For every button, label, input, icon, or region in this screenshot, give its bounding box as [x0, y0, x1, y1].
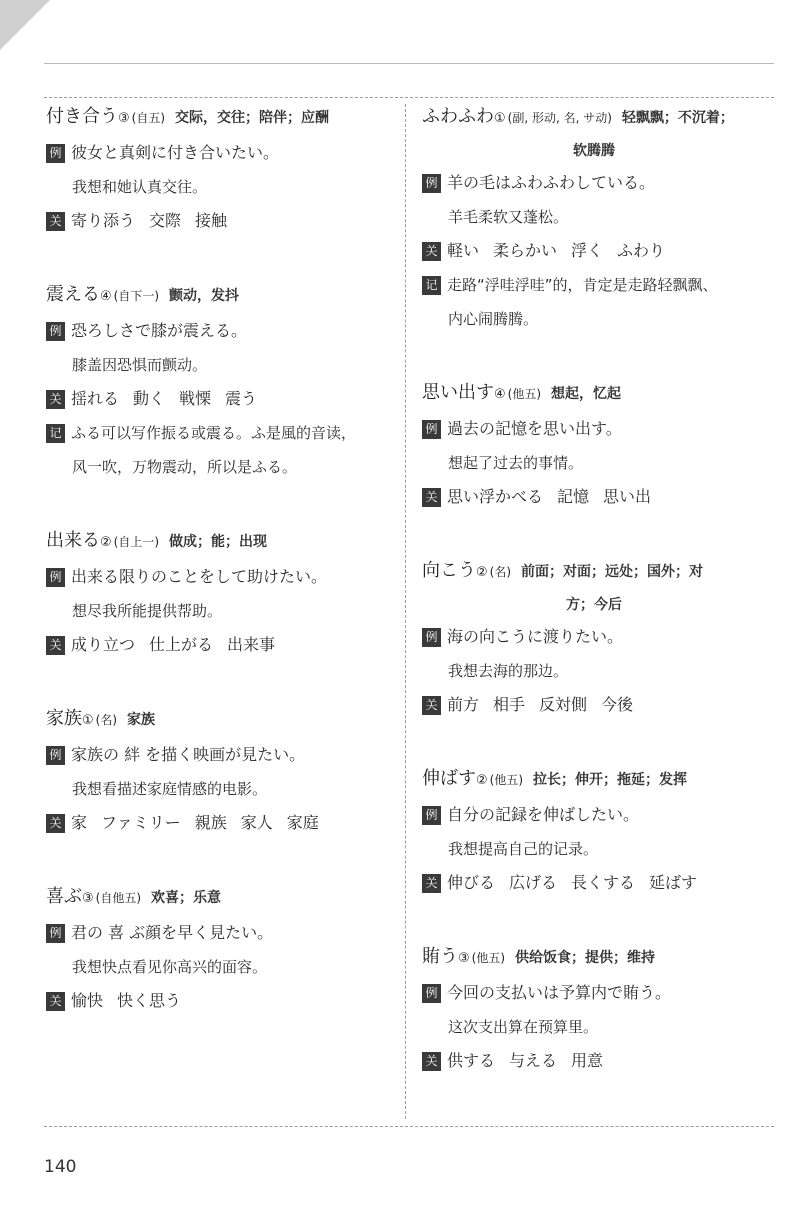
accent-mark: ③	[82, 891, 94, 906]
note-continuation: 风一吹，万物震动，所以是ふる。	[72, 458, 298, 476]
related-badge: 关	[46, 992, 65, 1011]
related-badge: 关	[422, 1052, 441, 1071]
related-line	[422, 234, 766, 268]
related-line	[46, 382, 396, 416]
related-badge: 关	[422, 874, 441, 893]
related-word: 仕上がる	[149, 635, 214, 654]
related-word: 寄り添う	[71, 211, 136, 230]
entry-head	[46, 880, 396, 916]
entry-omoidasu	[422, 376, 766, 514]
related-badge: 关	[46, 636, 65, 655]
related-word: 今後	[601, 695, 634, 714]
example-translation: 想尽我所能提供帮助。	[72, 602, 223, 620]
example-translation: 这次支出算在预算里。	[448, 1018, 599, 1036]
headword: 喜ぶ	[46, 886, 82, 907]
left-column	[46, 100, 396, 1058]
example-line	[422, 166, 766, 200]
example-sentence: 恐ろしさで膝が震える。	[71, 321, 248, 340]
footer-dashed-rule	[44, 1126, 774, 1127]
meaning: 欢喜；乐意	[151, 890, 222, 906]
note-text: ふる可以写作振る或震る。ふ是風的音读，	[71, 424, 357, 442]
headword: 思い出す	[422, 382, 494, 403]
example-sentence: 海の向こうに渡りたい。	[447, 627, 624, 646]
example-line	[46, 916, 396, 950]
meaning: 供给饭食；提供；维持	[515, 950, 656, 966]
example-translation: 膝盖因恐惧而颤动。	[72, 356, 208, 374]
meaning: 前面；对面；远处；国外；对	[521, 564, 704, 580]
entry-head	[46, 278, 396, 314]
accent-mark: ④	[100, 289, 112, 304]
note-line	[422, 268, 766, 302]
related-word: ファミリー	[101, 813, 181, 832]
entry-head	[422, 940, 766, 976]
meaning: 轻飘飘；不沉着；	[621, 110, 734, 126]
related-word: 交際	[149, 211, 182, 230]
entry-head	[46, 524, 396, 560]
entry-dekiru	[46, 524, 396, 662]
entry-head	[46, 100, 396, 136]
top-rule	[44, 63, 774, 64]
note-text: 走路“浮哇浮哇”的，肯定是走路轻飘飘、	[447, 276, 718, 294]
example-line	[46, 136, 396, 170]
example-line	[46, 560, 396, 594]
example-translation: 我想快点看见你高兴的面容。	[72, 958, 268, 976]
related-word: 家庭	[286, 813, 319, 832]
related-word: 成り立つ	[71, 635, 136, 654]
entry-head	[422, 554, 766, 590]
part-of-speech: (他五)	[507, 387, 542, 401]
related-word: 家人	[240, 813, 273, 832]
related-word: 供する	[447, 1051, 496, 1070]
example-sentence: 彼女と真剣に付き合いたい。	[71, 143, 280, 162]
related-word: 反対側	[539, 695, 588, 714]
note-badge: 记	[46, 424, 65, 443]
entry-fuwafuwa	[422, 100, 766, 336]
meaning: 颤动，发抖	[169, 288, 240, 304]
related-badge: 关	[46, 390, 65, 409]
related-word: 動く	[133, 389, 166, 408]
headword: ふわふわ	[422, 106, 494, 127]
related-word: 前方	[447, 695, 480, 714]
meaning: 做成；能；出现	[169, 534, 268, 550]
example-translation: 我想去海的那边。	[448, 662, 569, 680]
example-badge: 例	[46, 322, 65, 341]
accent-mark: ④	[494, 387, 506, 402]
headword: 震える	[46, 284, 100, 305]
example-sentence: 家族の 絆 を描く映画が見たい。	[71, 745, 306, 764]
example-line	[46, 738, 396, 772]
example-badge: 例	[46, 924, 65, 943]
example-translation: 羊毛柔软又蓬松。	[448, 208, 569, 226]
entry-head	[46, 702, 396, 738]
related-line	[422, 688, 766, 722]
related-word: 軽い	[447, 241, 480, 260]
example-translation: 我想看描述家庭情感的电影。	[72, 780, 268, 798]
entry-yorokobu	[46, 880, 396, 1018]
meaning: 想起，忆起	[551, 386, 622, 402]
related-word: 記憶	[557, 487, 590, 506]
example-badge: 例	[422, 420, 441, 439]
accent-mark: ①	[82, 713, 94, 728]
meaning-continuation: 方；今后	[566, 597, 622, 613]
entry-furueru	[46, 278, 396, 484]
example-sentence: 君の 喜 ぶ顔を早く見たい。	[71, 923, 274, 942]
entry-makanau	[422, 940, 766, 1078]
note-continuation: 内心闹腾腾。	[448, 310, 539, 328]
related-word: 揺れる	[71, 389, 120, 408]
related-word: 家	[71, 813, 88, 832]
related-word: 親族	[194, 813, 227, 832]
example-badge: 例	[422, 628, 441, 647]
headword: 賄う	[422, 946, 458, 967]
related-word: 思い出	[603, 487, 652, 506]
headword: 向こう	[422, 560, 476, 581]
related-line	[46, 984, 396, 1018]
related-word: 震う	[225, 389, 258, 408]
entry-kazoku	[46, 702, 396, 840]
related-word: 用意	[571, 1051, 604, 1070]
related-badge: 关	[422, 696, 441, 715]
entry-head	[422, 762, 766, 798]
entry-head	[422, 100, 766, 136]
meaning-continuation: 软腾腾	[573, 143, 615, 159]
related-word: 柔らかい	[493, 241, 558, 260]
accent-mark: ②	[476, 565, 488, 580]
column-divider	[405, 104, 406, 1119]
example-sentence: 自分の記録を伸ばしたい。	[447, 805, 640, 824]
part-of-speech: (名)	[489, 565, 512, 579]
example-badge: 例	[46, 568, 65, 587]
part-of-speech: (自下一)	[113, 289, 160, 303]
page-number: 140	[44, 1157, 77, 1177]
related-word: 快く思う	[117, 991, 182, 1010]
example-badge: 例	[422, 984, 441, 1003]
example-translation: 想起了过去的事情。	[448, 454, 584, 472]
related-line	[422, 480, 766, 514]
meaning: 交际，交往；陪伴；应酬	[175, 110, 330, 126]
related-word: 伸びる	[447, 873, 496, 892]
part-of-speech: (他五)	[471, 951, 506, 965]
note-line	[46, 416, 396, 450]
related-line	[46, 628, 396, 662]
entry-mukou	[422, 554, 766, 722]
related-word: ふわり	[617, 241, 666, 260]
part-of-speech: (名)	[95, 713, 118, 727]
example-translation: 我想提高自己的记录。	[448, 840, 599, 858]
related-word: 戦慄	[179, 389, 212, 408]
entry-tsukiau	[46, 100, 396, 238]
example-line	[46, 314, 396, 348]
related-word: 浮く	[571, 241, 604, 260]
example-translation: 我想和她认真交往。	[72, 178, 208, 196]
related-line	[46, 204, 396, 238]
headword: 出来る	[46, 530, 100, 551]
related-line	[422, 1044, 766, 1078]
accent-mark: ③	[118, 111, 130, 126]
example-sentence: 今回の支払いは予算内で賄う。	[447, 983, 672, 1002]
part-of-speech: (副, 形动, 名, サ动)	[507, 111, 612, 125]
accent-mark: ①	[494, 111, 506, 126]
accent-mark: ③	[458, 951, 470, 966]
related-word: 広げる	[509, 873, 558, 892]
related-word: 延ばす	[649, 873, 698, 892]
part-of-speech: (自上一)	[113, 535, 160, 549]
example-line	[422, 412, 766, 446]
note-badge: 记	[422, 276, 441, 295]
example-badge: 例	[422, 806, 441, 825]
headword: 付き合う	[46, 106, 118, 127]
part-of-speech: (他五)	[489, 773, 524, 787]
meaning: 家族	[127, 712, 156, 728]
example-badge: 例	[46, 144, 65, 163]
right-column	[422, 100, 766, 1118]
headword: 家族	[46, 708, 82, 729]
example-sentence: 過去の記憶を思い出す。	[447, 419, 622, 438]
related-line	[46, 806, 396, 840]
related-word: 相手	[493, 695, 526, 714]
related-badge: 关	[422, 488, 441, 507]
related-word: 愉快	[71, 991, 104, 1010]
corner-mark	[0, 0, 50, 50]
headword: 伸ばす	[422, 768, 476, 789]
related-badge: 关	[46, 212, 65, 231]
part-of-speech: (自五)	[131, 111, 166, 125]
entry-nobasu	[422, 762, 766, 900]
example-badge: 例	[422, 174, 441, 193]
accent-mark: ②	[476, 773, 488, 788]
example-line	[422, 976, 766, 1010]
example-sentence: 出来る限りのことをして助けたい。	[71, 567, 328, 586]
related-badge: 关	[46, 814, 65, 833]
example-badge: 例	[46, 746, 65, 765]
related-word: 接触	[195, 211, 228, 230]
related-word: 与える	[509, 1051, 558, 1070]
meaning: 拉长；伸开；拖延；发挥	[533, 772, 688, 788]
example-line	[422, 798, 766, 832]
related-word: 思い浮かべる	[447, 487, 544, 506]
related-badge: 关	[422, 242, 441, 261]
related-word: 出来事	[227, 635, 276, 654]
example-sentence: 羊の毛はふわふわしている。	[447, 173, 656, 192]
example-line	[422, 620, 766, 654]
header-dashed-rule	[44, 97, 774, 98]
related-line	[422, 866, 766, 900]
related-word: 長くする	[571, 873, 636, 892]
accent-mark: ②	[100, 535, 112, 550]
entry-head	[422, 376, 766, 412]
part-of-speech: (自他五)	[95, 891, 142, 905]
